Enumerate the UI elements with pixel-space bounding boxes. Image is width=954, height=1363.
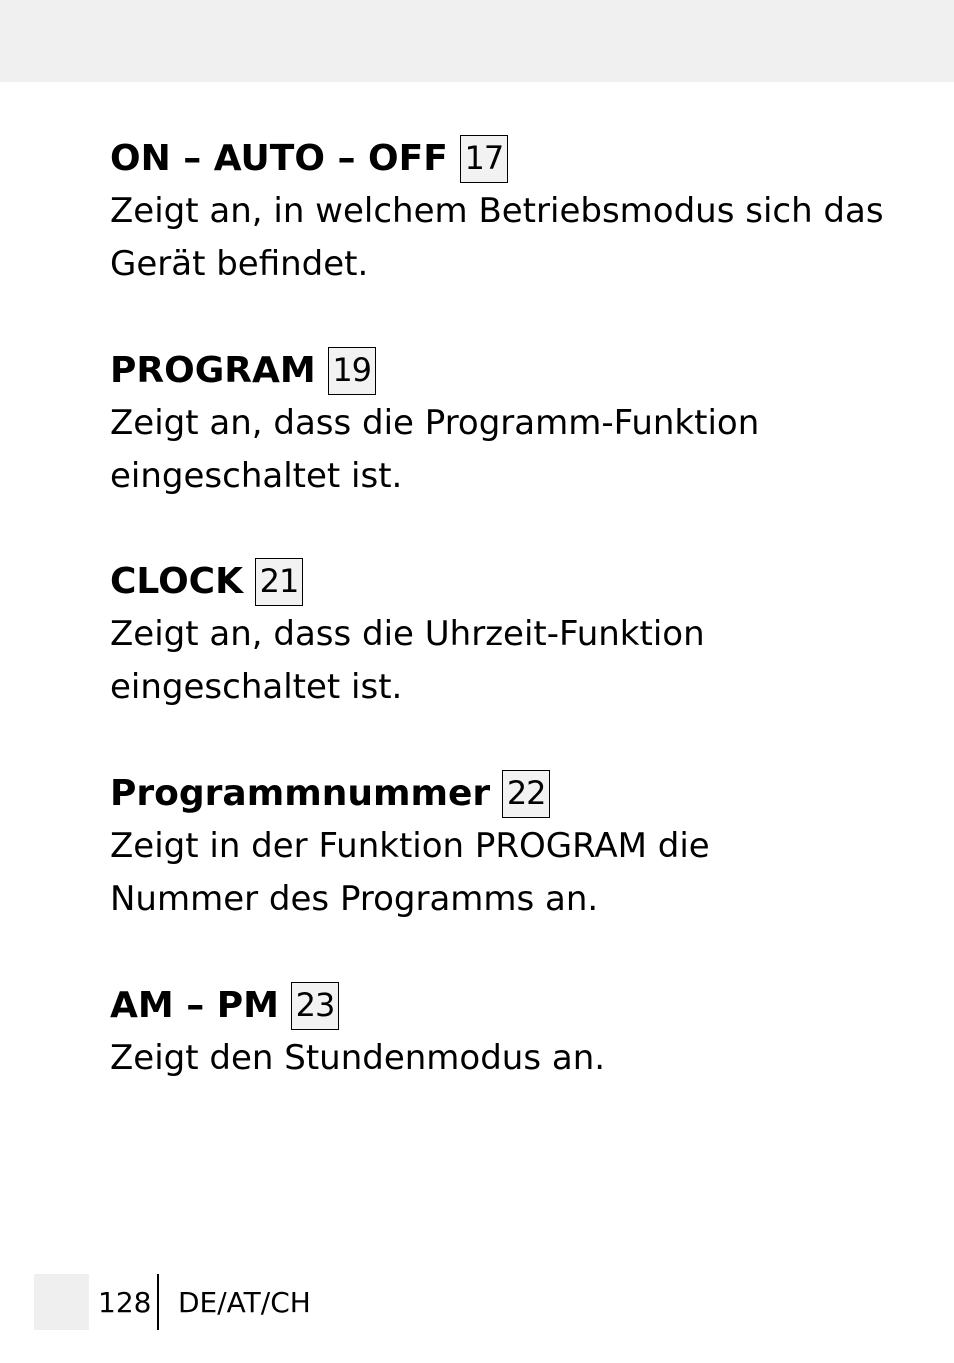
heading-text: ON – AUTO – OFF [110,138,448,179]
description-line: Gerät befindet. [110,244,369,284]
section-heading [110,344,910,397]
description-line: eingeschaltet ist. [110,456,403,496]
description-line: eingeschaltet ist. [110,667,403,707]
section-programmnummer [110,767,910,926]
top-header-band [0,0,954,82]
reference-number-box: 22 [502,770,550,818]
reference-number-box: 23 [291,982,339,1030]
heading-text: CLOCK [110,561,243,602]
section-on-auto-off [110,132,910,291]
page-number: 128 [98,1286,152,1319]
footer-grey-box [34,1274,89,1330]
heading-text: AM – PM [110,985,279,1026]
description-line: Zeigt an, in welchem Betriebsmodus sich das [110,191,884,231]
description-line: Zeigt an, dass die Uhrzeit-Funktion [110,614,705,654]
description-line: Zeigt in der Funktion PROGRAM die [110,826,710,866]
section-heading [110,767,910,820]
country-codes: DE/AT/CH [178,1286,311,1319]
description-line: Zeigt an, dass die Programm-Funktion [110,403,760,443]
reference-number-box: 21 [255,558,303,606]
section-clock [110,555,910,714]
description-line: Nummer des Programms an. [110,879,599,919]
section-heading [110,132,910,185]
description-line: Zeigt den Stundenmodus an. [110,1038,606,1078]
reference-number-box: 19 [328,347,376,395]
reference-number-box: 17 [460,135,508,183]
section-heading [110,555,910,608]
heading-text: PROGRAM [110,350,316,391]
section-program [110,344,910,503]
section-heading [110,979,910,1032]
heading-text: Programmnummer [110,773,491,814]
section-am-pm [110,979,910,1085]
footer-divider [157,1274,159,1330]
